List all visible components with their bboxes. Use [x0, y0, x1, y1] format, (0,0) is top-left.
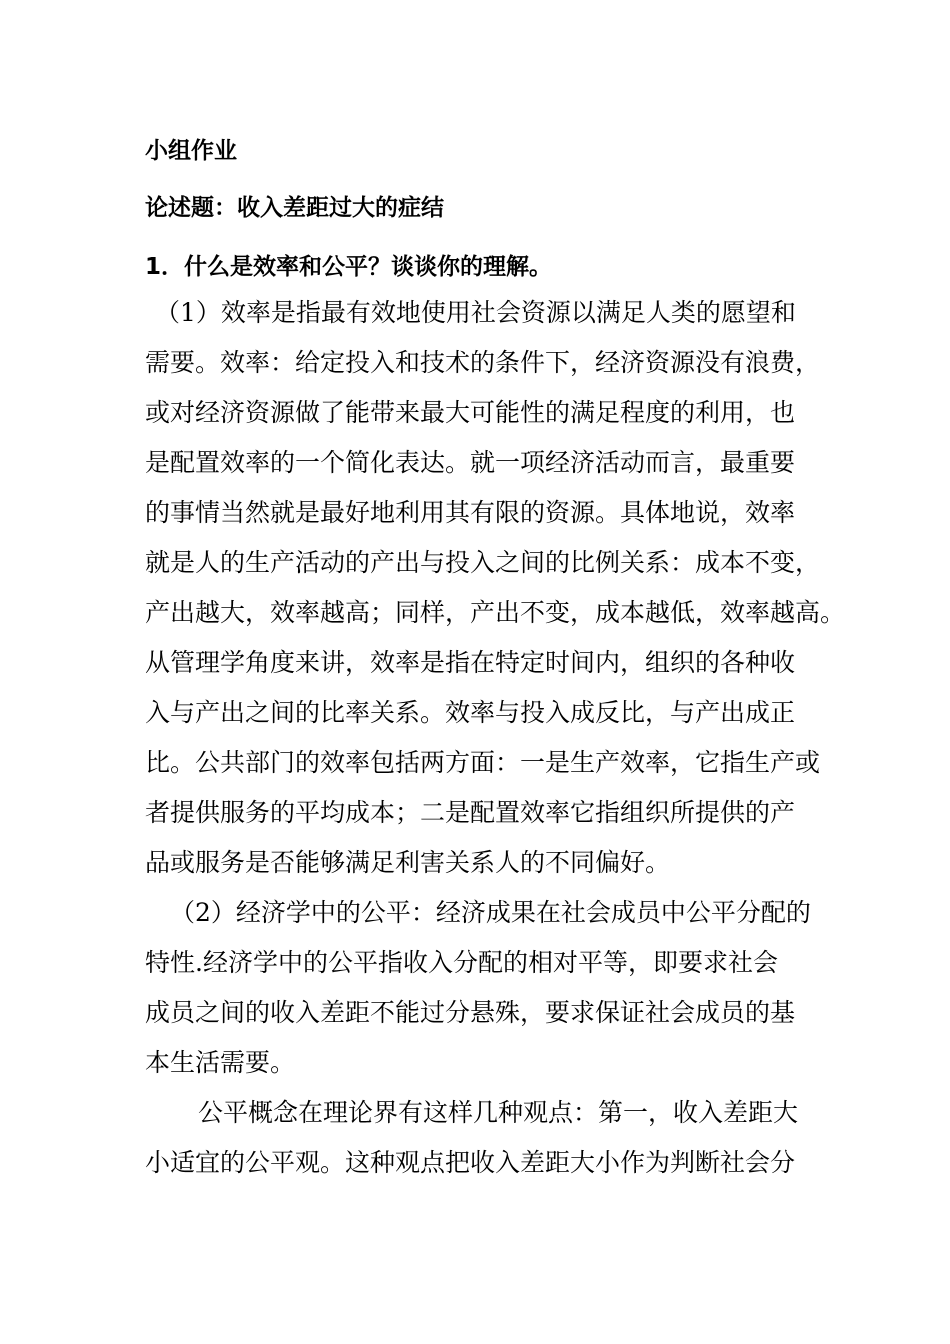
paragraph-line: （1）效率是指最有效地使用社会资源以满足人类的愿望和 [155, 298, 796, 327]
paragraph-line: 入与产出之间的比率关系。效率与投入成反比，与产出成正 [145, 698, 796, 727]
paragraph-line: 需要。效率：给定投入和技术的条件下，经济资源没有浪费， [145, 348, 821, 377]
paragraph-line: 品或服务是否能够满足利害关系人的不同偏好。 [145, 848, 671, 877]
paragraph-line: 的事情当然就是最好地利用其有限的资源。具体地说，效率 [145, 498, 796, 527]
paragraph-line: 产出越大，效率越高；同样，产出不变，成本越低，效率越高。 [145, 598, 846, 627]
paragraph-line: 者提供服务的平均成本；二是配置效率它指组织所提供的产 [145, 798, 796, 827]
paragraph-line: 本生活需要。 [145, 1048, 296, 1077]
paragraph-line: 是配置效率的一个简化表达。就一项经济活动而言，最重要 [145, 448, 796, 477]
paragraph-line: 或对经济资源做了能带来最大可能性的满足程度的利用，也 [145, 398, 796, 427]
essay-title: 论述题：收入差距过大的症结 [145, 195, 444, 221]
paragraph-line: 公平概念在理论界有这样几种观点：第一，收入差距大 [198, 1098, 799, 1127]
paragraph-line: 小适宜的公平观。这种观点把收入差距大小作为判断社会分 [145, 1148, 796, 1177]
paragraph-line: 从管理学角度来讲，效率是指在特定时间内，组织的各种收 [145, 648, 796, 677]
document-heading: 小组作业 [145, 138, 237, 164]
paragraph-line: 成员之间的收入差距不能过分悬殊，要求保证社会成员的基 [145, 998, 796, 1027]
paragraph-line: 就是人的生产活动的产出与投入之间的比例关系：成本不变， [145, 548, 821, 577]
paragraph-line: 比。公共部门的效率包括两方面：一是生产效率，它指生产或 [145, 748, 821, 777]
paragraph-line: （2）经济学中的公平：经济成果在社会成员中公平分配的 [170, 898, 811, 927]
question-heading: 1．什么是效率和公平？谈谈你的理解。 [145, 254, 553, 280]
paragraph-line: 特性.经济学中的公平指收入分配的相对平等，即要求社会 [145, 948, 778, 977]
